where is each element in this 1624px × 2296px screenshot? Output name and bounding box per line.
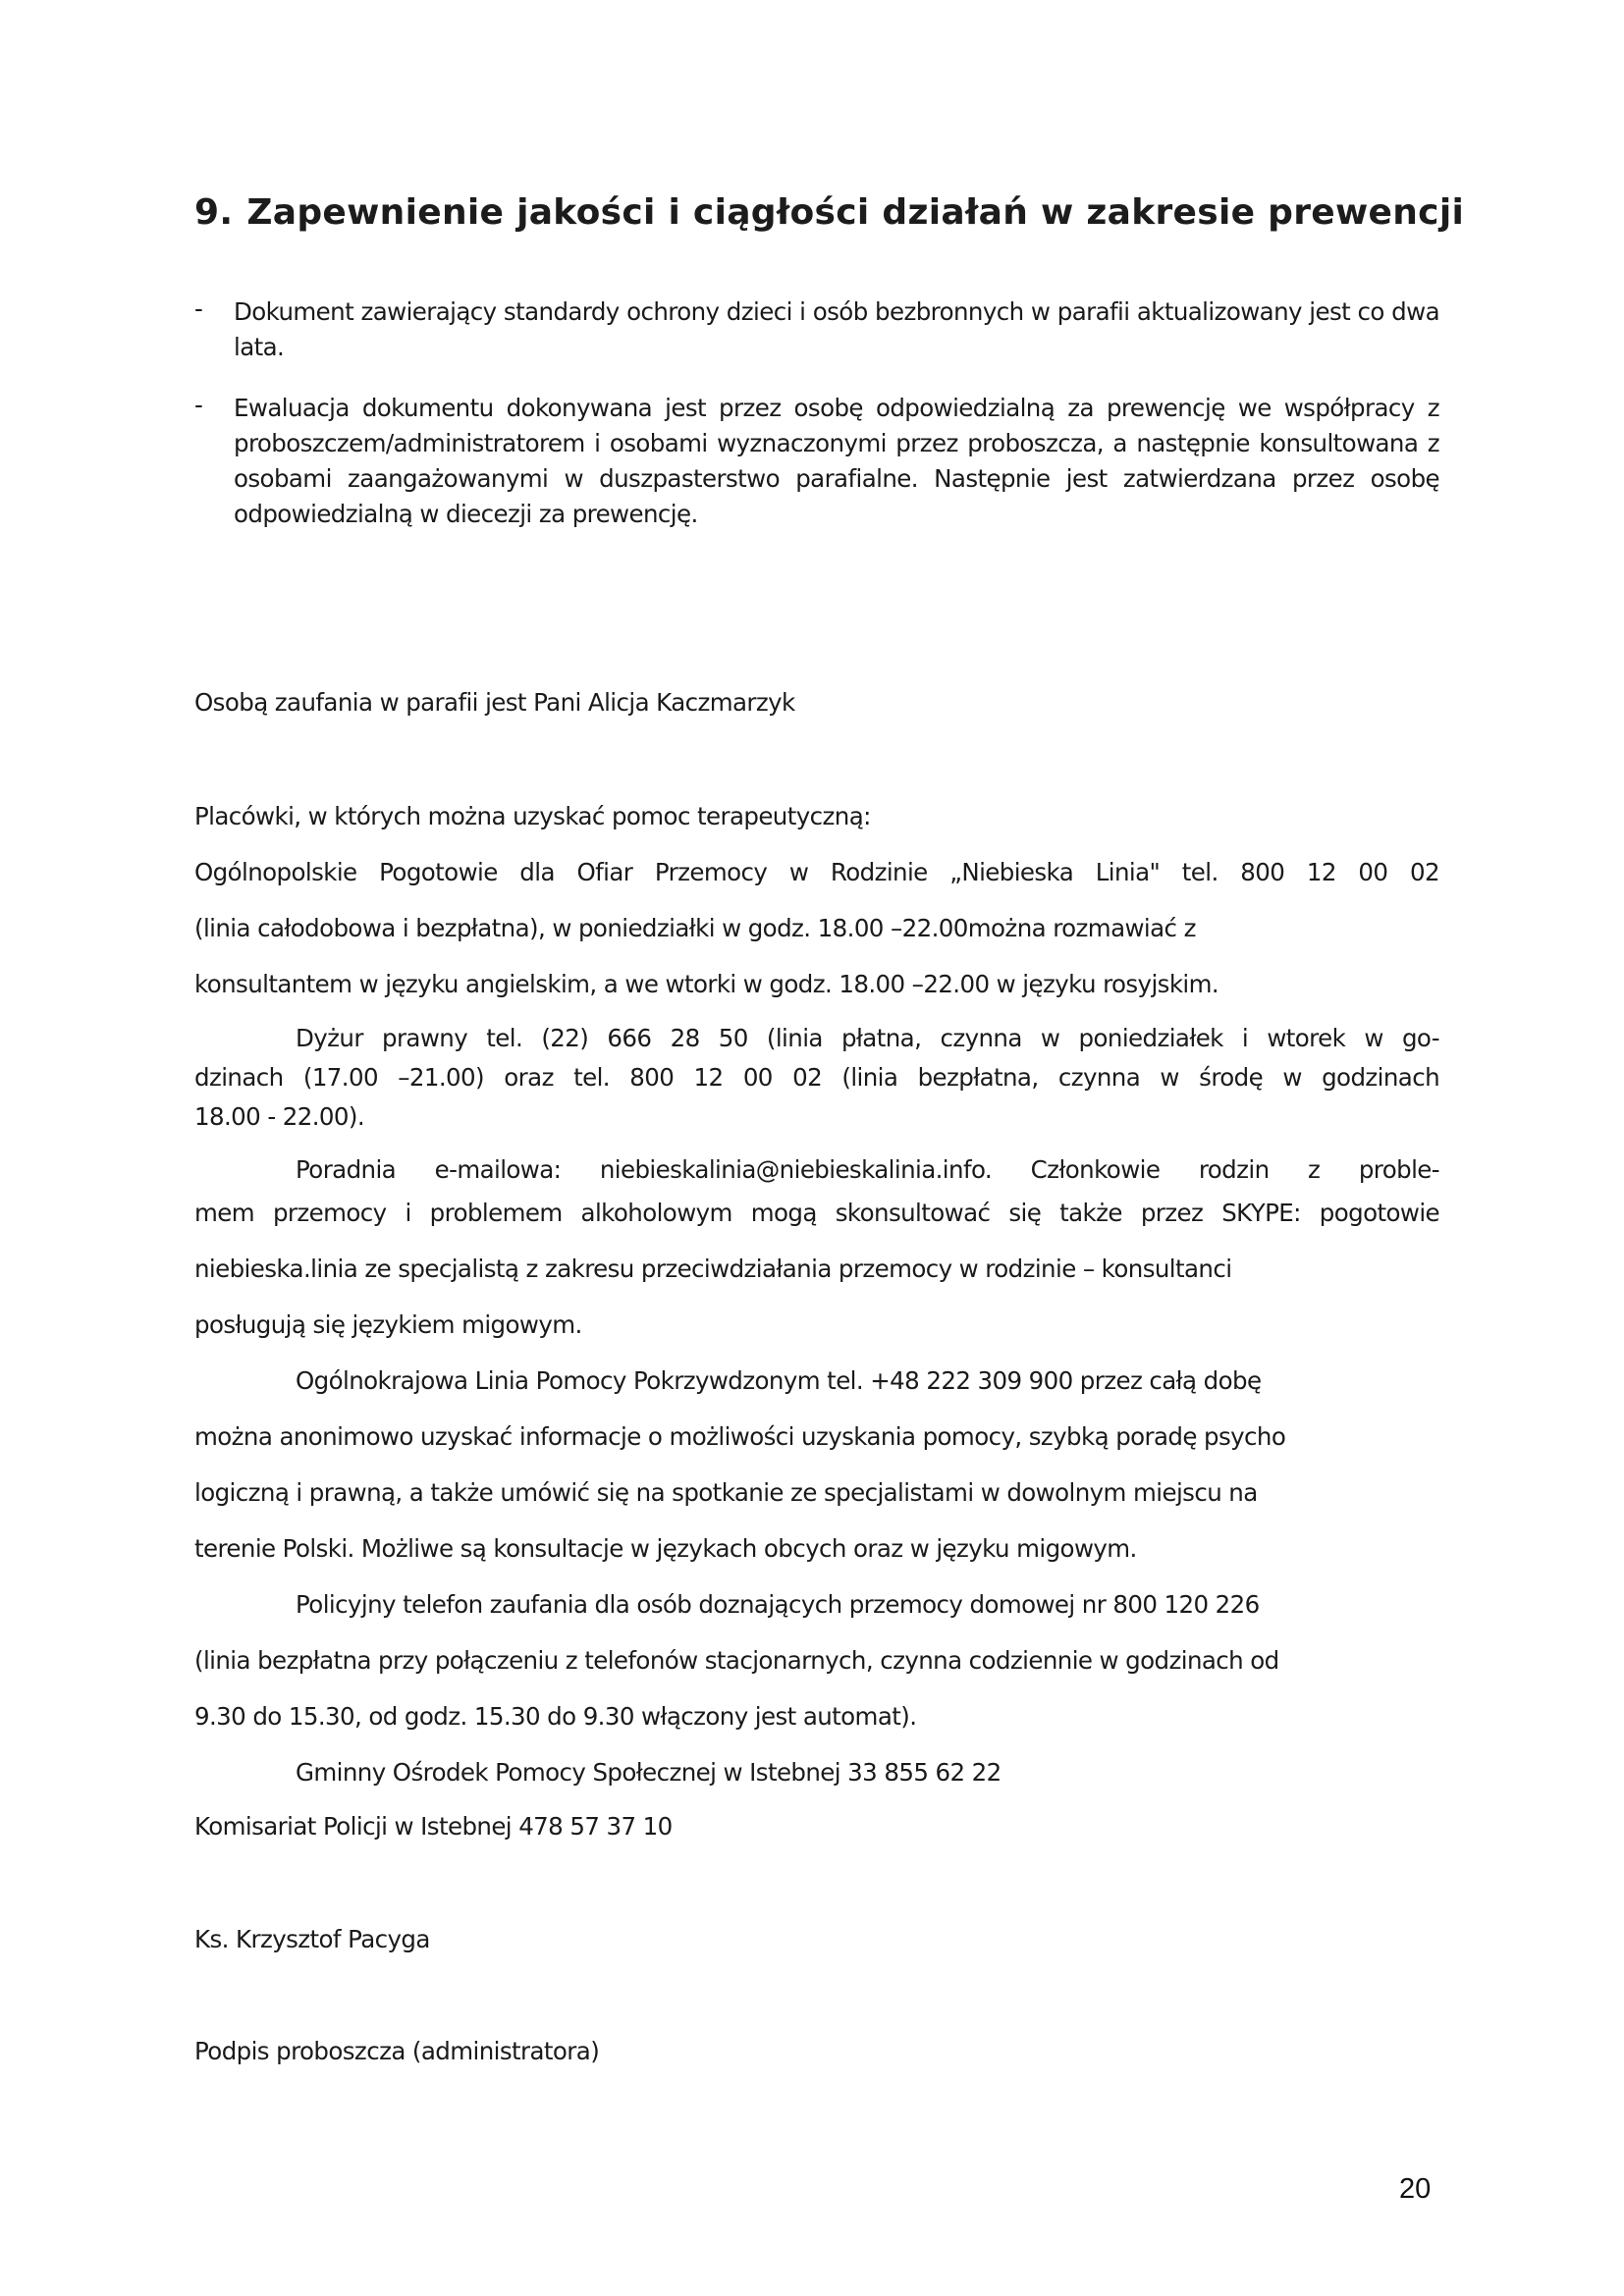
page-number: 20 xyxy=(1399,2173,1432,2205)
bullet-text: Ewaluacja dokumentu dokonywana jest przez osobę odpowiedzialną za prewencję we współpracy z proboszczem/administratorem i osobami wyznaczonymi przez proboszcza, a następnie konsultowana z osobami zaangażowanymi w duszpasterstwo parafialne. Następnie jest zatwierdzana przez osobę odpowiedzialną w diecezji za prewencję. xyxy=(234,394,1439,528)
niebieska-linia-line-2: (linia całodobowa i bezpłatna), w poniedziałki w godz. 18.00 –22.00można rozmawiać z xyxy=(194,913,1196,942)
section-title: Zapewnienie jakości i ciągłości działań w zakresie prewencji xyxy=(246,192,1465,233)
police-station-contact: Komisariat Policji w Istebnej 478 57 37 10 xyxy=(194,1811,673,1841)
legal-duty-line-2: dzinach (17.00 –21.00) oraz tel. 800 12 00 02 (linia bezpłatna, czynna w środę w godzinach xyxy=(194,1062,1439,1092)
bullet-text: Dokument zawierający standardy ochrony dzieci i osób bezbronnych w parafii aktualizowany jest co dwa lata. xyxy=(234,297,1439,361)
email-counseling-line-2: mem przemocy i problemem alkoholowym mogą skonsultować się także przez SKYPE: pogotowie xyxy=(194,1198,1439,1227)
victims-line-line-1: Ogólnokrajowa Linia Pomocy Pokrzywdzonym tel. +48 222 309 900 przez całą dobę xyxy=(296,1365,1262,1395)
section-number: 9. xyxy=(194,192,234,233)
email-counseling-line-3: niebieska.linia ze specjalistą z zakresu przeciwdziałania przemocy w rodzinie – konsultanci xyxy=(194,1254,1232,1283)
bullet-item-evaluation xyxy=(194,391,1439,532)
trusted-person-text: Osobą zaufania w parafii jest Pani Alicja Kaczmarzyk xyxy=(194,687,795,717)
signatory-name: Ks. Krzysztof Pacyga xyxy=(194,1924,430,1953)
help-intro-text: Placówki, w których można uzyskać pomoc terapeutyczną: xyxy=(194,801,871,830)
victims-line-line-2: można anonimowo uzyskać informacje o możliwości uzyskania pomocy, szybką poradę psycho xyxy=(194,1421,1286,1451)
niebieska-linia-line-1: Ogólnopolskie Pogotowie dla Ofiar Przemocy w Rodzinie „Niebieska Linia" tel. 800 12 00 02 xyxy=(194,857,1439,886)
bullet-marker: - xyxy=(194,294,203,323)
email-counseling-line-1: Poradnia e-mailowa: niebieskalinia@niebieskalinia.info. Członkowie rodzin z proble- xyxy=(296,1154,1439,1184)
police-line-line-1: Policyjny telefon zaufania dla osób doznających przemocy domowej nr 800 120 226 xyxy=(296,1589,1260,1619)
niebieska-linia-line-3: konsultantem w języku angielskim, a we wtorki w godz. 18.00 –22.00 w języku rosyjskim. xyxy=(194,969,1219,998)
legal-duty-line-1: Dyżur prawny tel. (22) 666 28 50 (linia płatna, czynna w poniedziałek i wtorek w go- xyxy=(296,1023,1439,1052)
section-heading xyxy=(194,192,1465,233)
victims-line-line-4: terenie Polski. Możliwe są konsultacje w językach obcych oraz w języku migowym. xyxy=(194,1533,1137,1563)
gops-contact: Gminny Ośrodek Pomocy Społecznej w Istebnej 33 855 62 22 xyxy=(296,1757,1001,1787)
police-line-line-3: 9.30 do 15.30, od godz. 15.30 do 9.30 włączony jest automat). xyxy=(194,1701,917,1731)
victims-line-line-3: logiczną i prawną, a także umówić się na spotkanie ze specjalistami w dowolnym miejscu na xyxy=(194,1477,1258,1507)
legal-duty-line-3: 18.00 - 22.00). xyxy=(194,1101,365,1131)
signature-label: Podpis proboszcza (administratora) xyxy=(194,2036,600,2065)
police-line-line-2: (linia bezpłatna przy połączeniu z telefonów stacjonarnych, czynna codziennie w godzinach od xyxy=(194,1645,1279,1675)
email-counseling-line-4: posługują się językiem migowym. xyxy=(194,1309,582,1339)
bullet-marker: - xyxy=(194,391,203,419)
bullet-item-update-frequency xyxy=(194,294,1439,365)
